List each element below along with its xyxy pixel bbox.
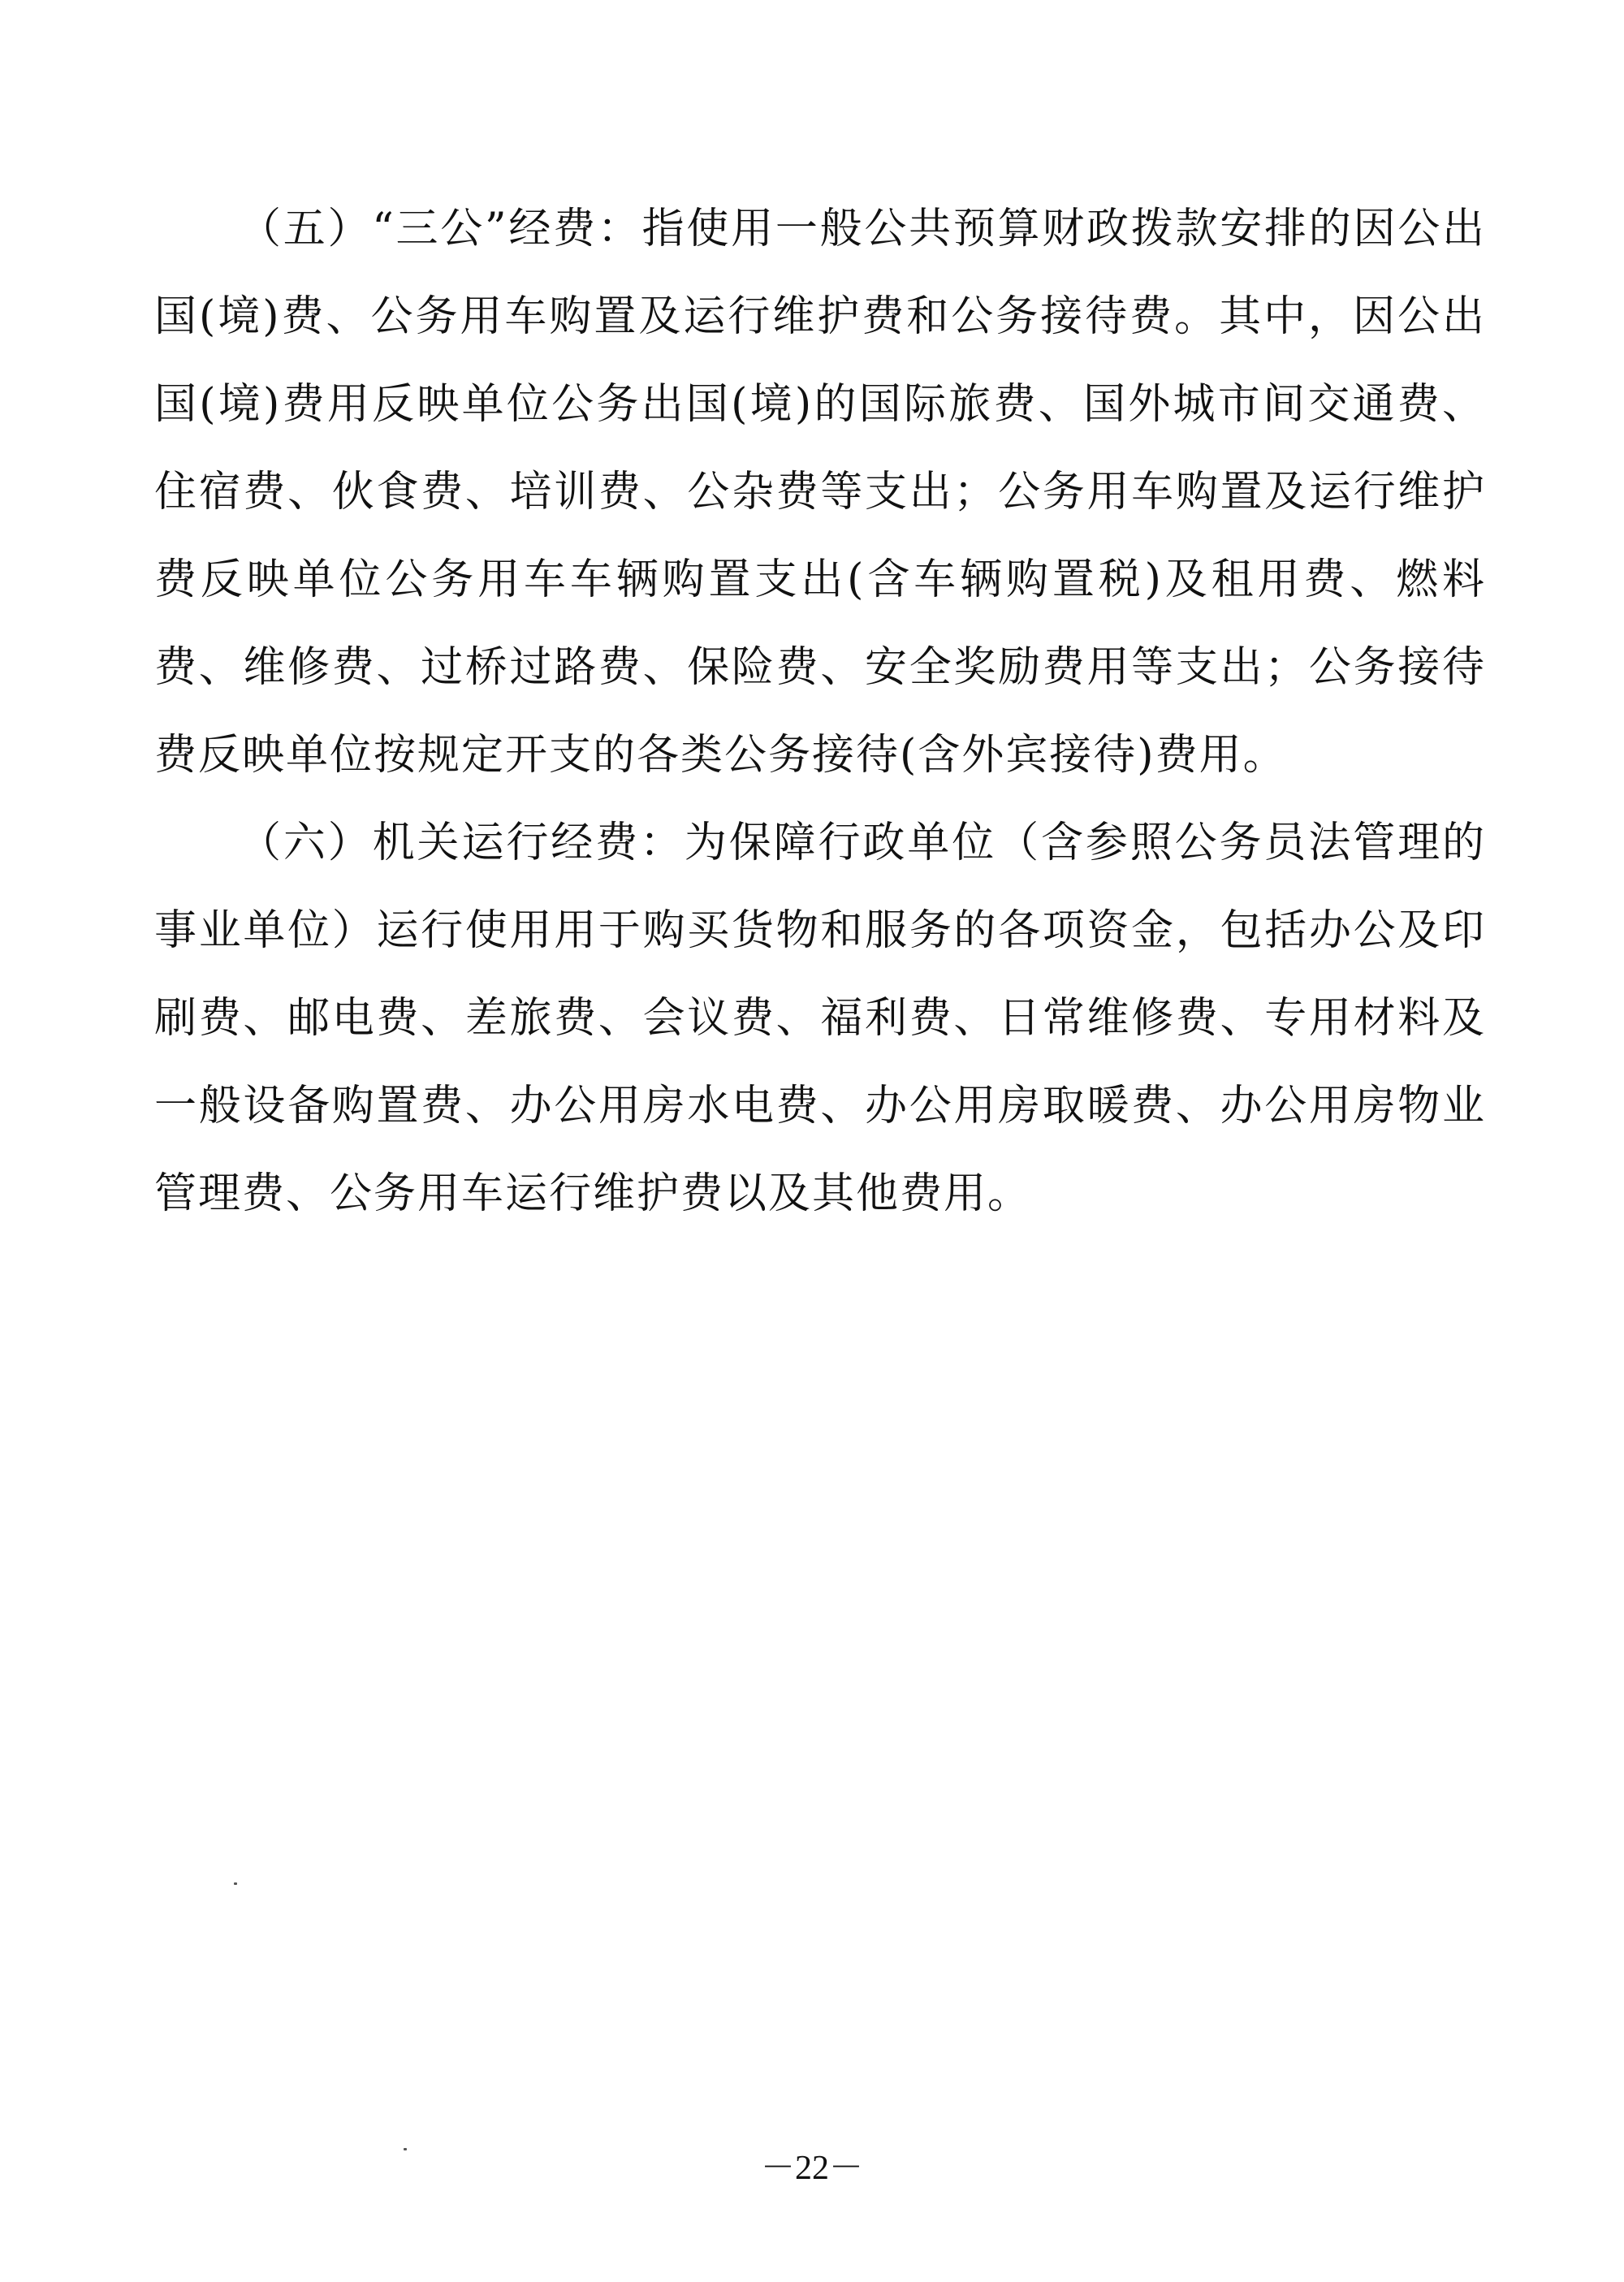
page-number: －22－ (760, 2150, 863, 2187)
paragraph-three-public-expenses: （五）“三公”经费：指使用一般公共预算财政拨款安排的因公出国(境)费、公务用车购置及运行维护费和公务接待费。其中，因公出国(境)费用反映单位公务出国(境)的国际旅费、国外城市间交通费、住宿费、伙食费、培训费、公杂费等支出；公务用车购置及运行维护费反映单位公务用车车辆购置支出(含车辆购置税)及租用费、燃料费、维修费、过桥过路费、保险费、安全奖励费用等支出；公务接待费反映单位按规定开支的各类公务接待(含外宾接待)费用。 (154, 205, 1486, 780)
body-text (154, 185, 1486, 1238)
paragraph-agency-operating-expenses: （六）机关运行经费：为保障行政单位（含参照公务员法管理的事业单位）运行使用用于购买货物和服务的各项资金，包括办公及印刷费、邮电费、差旅费、会议费、福利费、日常维修费、专用材料及一般设备购置费、办公用房水电费、办公用房取暖费、办公用房物业管理费、公务用车运行维护费以及其他费用。 (154, 819, 1486, 1218)
scan-speck (234, 1882, 237, 1885)
